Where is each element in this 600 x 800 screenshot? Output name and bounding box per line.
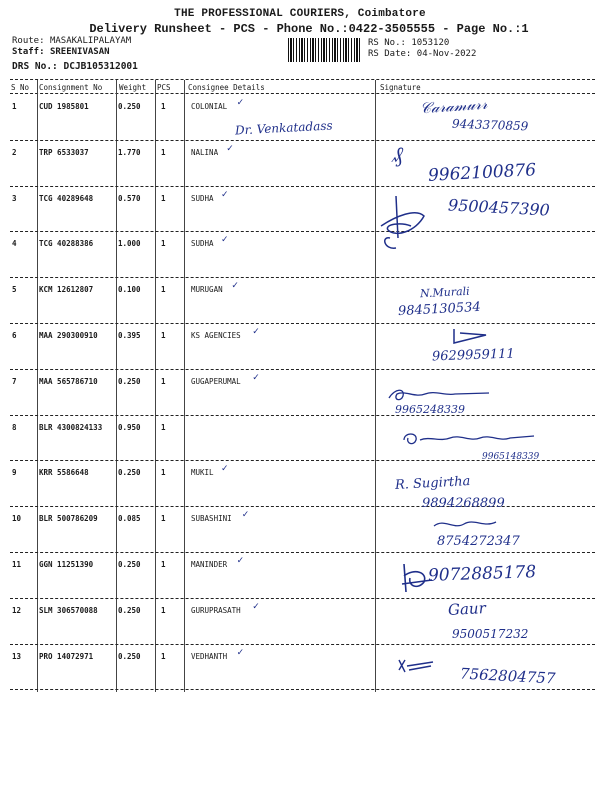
row-separator <box>10 644 595 645</box>
signature-3-scribble <box>376 186 446 256</box>
row-separator <box>10 140 595 141</box>
col-sep-3 <box>155 80 156 692</box>
row-sno: 6 <box>12 331 17 340</box>
signature-8-phone: 9965148339 <box>482 452 540 462</box>
row-sno: 13 <box>12 651 22 661</box>
row-consignment-no: TCG 40288386 <box>39 239 94 249</box>
col-sep-2 <box>116 80 117 692</box>
tick-mark-icon: ✓ <box>236 647 245 658</box>
tick-mark-icon: ✓ <box>236 556 245 566</box>
col-sep-5 <box>375 80 376 692</box>
row-separator <box>10 415 595 416</box>
row-consignment-no: MAA 565786710 <box>39 376 98 386</box>
row-pcs: 1 <box>161 376 166 386</box>
row-consignment-no: CUD 1985801 <box>39 102 89 111</box>
signature-2-mark: ₰ <box>392 143 403 168</box>
row-consignment-no: KCM 12612807 <box>39 285 94 295</box>
row-sno: 1 <box>12 102 17 111</box>
row-consignment-no: BLR 4300824133 <box>39 422 103 432</box>
row-consignee: MUKIL <box>191 468 214 478</box>
signature-12-name: Gaur <box>447 599 487 619</box>
row-pcs: 1 <box>161 331 166 340</box>
rs-date-label: RS Date: <box>368 49 412 59</box>
row-consignment-no: PRO 14072971 <box>39 651 94 661</box>
col-consignee: Consignee Details <box>188 83 265 92</box>
row-weight: 0.250 <box>118 468 141 478</box>
drs-line <box>12 61 138 72</box>
row-weight: 0.950 <box>118 422 141 432</box>
row-sno: 12 <box>12 605 22 615</box>
row-sno: 4 <box>12 239 17 249</box>
row-weight: 1.000 <box>118 239 141 249</box>
tick-mark-icon: ✓ <box>221 189 229 200</box>
barcode-image <box>288 38 360 62</box>
row-consignment-no: KRR 5586648 <box>39 468 89 478</box>
row-separator <box>10 369 595 370</box>
route-label: Route: <box>12 36 45 46</box>
row-sno: 7 <box>12 376 17 386</box>
handwritten-note-row8: Dr. Venkatadass <box>234 118 333 138</box>
row-consignment-no: BLR 500786209 <box>39 514 98 524</box>
signature-13-phone: 7562804757 <box>459 664 556 688</box>
row-sno: 3 <box>12 193 17 203</box>
col-consignment: Consignment No <box>39 83 103 92</box>
row-consignment-no: TRP 6533037 <box>39 147 89 157</box>
signature-11-phone: 9072885178 <box>427 562 537 586</box>
row-separator <box>10 323 595 324</box>
row-sno: 2 <box>12 147 17 157</box>
row-pcs: 1 <box>161 468 166 478</box>
row-consignee: GUGAPERUMAL <box>191 376 241 386</box>
route-line <box>12 36 131 46</box>
signature-7-phone: 9965248339 <box>395 403 465 416</box>
row-separator <box>10 277 595 278</box>
row-weight: 0.250 <box>118 651 141 661</box>
signature-13-scribble <box>395 656 437 676</box>
row-consignee: MURUGAN <box>191 285 223 295</box>
row-separator <box>10 552 595 553</box>
row-sno: 9 <box>12 468 17 478</box>
signature-3-phone: 9500457390 <box>447 195 551 220</box>
tick-mark-icon: ✓ <box>252 327 260 337</box>
row-separator <box>10 689 595 690</box>
row-sno: 8 <box>12 422 17 432</box>
row-consignment-no: TCG 40289648 <box>39 193 94 203</box>
staff-value: SREENIVASAN <box>49 47 110 57</box>
drs-label: DRS No.: <box>12 61 58 72</box>
signature-5-phone: 9845130534 <box>397 299 482 320</box>
row-separator <box>10 231 595 232</box>
document-title: THE PROFESSIONAL COURIERS, Coimbatore <box>174 8 426 20</box>
row-consignee: KS AGENCIES <box>191 331 241 340</box>
signature-2-phone: 9962100876 <box>427 160 537 186</box>
col-sep-1 <box>37 80 38 692</box>
row-sno: 10 <box>12 514 22 524</box>
row-sno: 5 <box>12 285 17 295</box>
signature-5-name: N.Murali <box>419 284 470 301</box>
col-sep-4 <box>184 80 185 692</box>
signature-9-name: R. Sugirtha <box>394 474 471 493</box>
table-header-rule <box>10 93 595 94</box>
signature-1-scribble: 𝒞𝒶𝓇𝒶𝓂𝓊𝓇𝓇 <box>419 94 488 118</box>
rs-no-label: RS No.: <box>368 38 406 48</box>
signature-9-phone: 9894268899 <box>422 496 505 511</box>
row-separator <box>10 186 595 187</box>
document-subtitle: Delivery Runsheet - PCS - Phone No.:0422-3505555 - Page No.:1 <box>89 22 529 36</box>
row-pcs: 1 <box>161 193 166 203</box>
col-signature: Signature <box>380 83 421 92</box>
row-sno: 11 <box>12 560 22 569</box>
row-consignee: NALINA <box>191 147 219 157</box>
route-value: MASAKALIPALAYAM <box>49 36 132 46</box>
row-pcs: 1 <box>161 560 166 569</box>
row-pcs: 1 <box>161 285 166 295</box>
tick-mark-icon: ✓ <box>236 98 245 108</box>
row-consignee: VEDHANTH <box>191 651 228 661</box>
col-weight: Weight <box>119 83 147 92</box>
col-sno: S No <box>11 83 30 92</box>
row-weight: 0.100 <box>118 285 141 295</box>
signature-1-phone: 9443370859 <box>451 116 529 134</box>
drs-value: DCJB105312001 <box>63 61 138 72</box>
row-weight: 0.570 <box>118 193 141 203</box>
tick-mark-icon: ✓ <box>221 235 229 246</box>
tick-mark-icon: ✓ <box>221 464 229 475</box>
row-pcs: 1 <box>161 651 166 661</box>
row-pcs: 1 <box>161 422 166 432</box>
signature-8-scribble <box>400 430 540 450</box>
row-weight: 1.770 <box>118 147 141 157</box>
table-top-rule <box>10 79 595 80</box>
row-pcs: 1 <box>161 239 166 249</box>
row-consignee: SUDHA <box>191 239 214 249</box>
row-weight: 0.395 <box>118 331 141 340</box>
row-pcs: 1 <box>161 514 166 524</box>
row-pcs: 1 <box>161 605 166 615</box>
signature-6-scribble <box>450 325 490 349</box>
tick-mark-icon: ✓ <box>252 372 260 383</box>
tick-mark-icon: ✓ <box>231 281 239 292</box>
signature-6-phone: 9629959111 <box>431 346 515 365</box>
row-separator <box>10 598 595 599</box>
row-consignment-no: MAA 290300910 <box>39 331 98 340</box>
staff-line <box>12 47 110 57</box>
tick-mark-icon: ✓ <box>241 510 250 521</box>
row-weight: 0.085 <box>118 514 141 524</box>
row-separator <box>10 506 595 507</box>
row-pcs: 1 <box>161 102 166 111</box>
row-weight: 0.250 <box>118 560 141 569</box>
row-weight: 0.250 <box>118 376 141 386</box>
tick-mark-icon: ✓ <box>226 143 234 154</box>
signature-10-phone: 8754272347 <box>437 534 520 549</box>
row-weight: 0.250 <box>118 605 141 615</box>
row-consignee: SUDHA <box>191 193 214 203</box>
row-consignee: GURUPRASATH <box>191 605 241 615</box>
row-consignee: MANINDER <box>191 560 228 569</box>
row-consignee: COLONIAL <box>191 102 228 111</box>
rs-no-line <box>368 38 449 48</box>
rs-no-value: 1053120 <box>411 38 450 48</box>
row-weight: 0.250 <box>118 102 141 111</box>
rs-date-line <box>368 49 476 59</box>
staff-label: Staff: <box>12 47 45 57</box>
row-consignment-no: GGN 11251390 <box>39 560 94 569</box>
row-consignee: SUBASHINI <box>191 514 232 524</box>
signature-12-phone: 9500517232 <box>452 627 529 641</box>
row-consignment-no: SLM 306570088 <box>39 605 98 615</box>
tick-mark-icon: ✓ <box>252 601 260 612</box>
col-pcs: PCS <box>157 83 171 92</box>
rs-date-value: 04-Nov-2022 <box>416 49 477 59</box>
row-pcs: 1 <box>161 147 166 157</box>
signature-10-scribble <box>430 516 500 532</box>
